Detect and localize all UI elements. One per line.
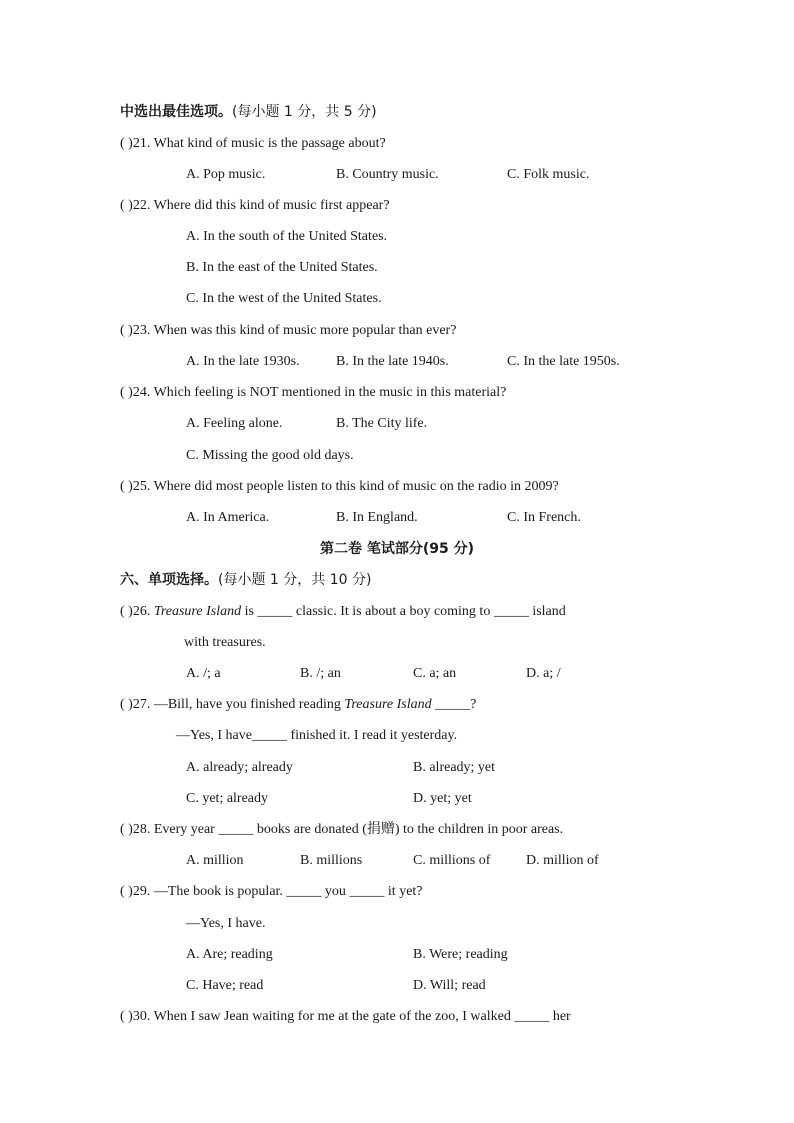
book-title: Treasure Island	[344, 697, 432, 712]
q27-option-d: D. yet; yet	[413, 791, 472, 806]
q22-option-b: B. In the east of the United States.	[186, 260, 378, 275]
q24-option-a: A. Feeling alone.	[186, 416, 283, 431]
q26-option-a: A. /; a	[186, 666, 221, 681]
q23-option-a: A. In the late 1930s.	[186, 354, 300, 369]
q27-option-b: B. already; yet	[413, 760, 496, 775]
question-26-continued: with treasures.	[184, 635, 266, 650]
question-23: ( )23. When was this kind of music more popular than ever?	[120, 323, 457, 338]
q29-option-a: A. Are; reading	[186, 947, 273, 962]
q23-option-c: C. In the late 1950s.	[507, 354, 620, 369]
q22-option-a: A. In the south of the United States.	[186, 229, 388, 244]
q25-option-a: A. In America.	[186, 510, 270, 525]
part-2-title: 第二卷 笔试部分(95 分)	[319, 541, 475, 557]
q28-option-c: C. millions of	[413, 853, 491, 868]
q26-option-d: D. a; /	[526, 666, 561, 681]
question-24: ( )24. Which feeling is NOT mentioned in the music in this material?	[120, 385, 507, 400]
q21-option-a: A. Pop music.	[186, 167, 266, 182]
q25-option-c: C. In French.	[507, 510, 581, 525]
section-6-instruction: 六、单项选择。(每小题 1 分，共 10 分)	[120, 572, 372, 588]
q24-option-b: B. The City life.	[336, 416, 428, 431]
q29-option-b: B. Were; reading	[413, 947, 508, 962]
q26-option-c: C. a; an	[413, 666, 457, 681]
q29-option-d: D. Will; read	[413, 978, 486, 993]
q26-option-b: B. /; an	[300, 666, 341, 681]
q28-option-b: B. millions	[300, 853, 363, 868]
q29-option-c: C. Have; read	[186, 978, 264, 993]
q27-option-c: C. yet; already	[186, 791, 269, 806]
question-29-reply: —Yes, I have.	[186, 916, 266, 931]
question-27-reply: —Yes, I have_____ finished it. I read it yesterday.	[176, 728, 458, 743]
q25-option-b: B. In England.	[336, 510, 418, 525]
question-26: ( )26. Treasure Island is _____ classic. It is about a boy coming to _____ island	[120, 604, 566, 619]
question-27: ( )27. —Bill, have you finished reading Treasure Island _____?	[120, 697, 477, 712]
question-29: ( )29. —The book is popular. _____ you _____ it yet?	[120, 884, 423, 899]
q23-option-b: B. In the late 1940s.	[336, 354, 449, 369]
q21-option-b: B. Country music.	[336, 167, 439, 182]
question-28: ( )28. Every year _____ books are donated (捐赠) to the children in poor areas.	[120, 822, 564, 837]
section-5-instruction: 中选出最佳选项。(每小题 1 分，共 5 分)	[120, 104, 377, 120]
q21-option-c: C. Folk music.	[507, 167, 590, 182]
q22-option-c: C. In the west of the United States.	[186, 291, 382, 306]
question-30: ( )30. When I saw Jean waiting for me at the gate of the zoo, I walked _____ her	[120, 1009, 571, 1024]
question-22: ( )22. Where did this kind of music first appear?	[120, 198, 390, 213]
question-25: ( )25. Where did most people listen to this kind of music on the radio in 2009?	[120, 479, 559, 494]
q24-option-c: C. Missing the good old days.	[186, 448, 354, 463]
book-title: Treasure Island	[153, 604, 242, 619]
q28-option-d: D. million of	[526, 853, 599, 868]
q28-option-a: A. million	[186, 853, 244, 868]
question-21: ( )21. What kind of music is the passage about?	[120, 136, 386, 151]
q27-option-a: A. already; already	[186, 760, 293, 775]
